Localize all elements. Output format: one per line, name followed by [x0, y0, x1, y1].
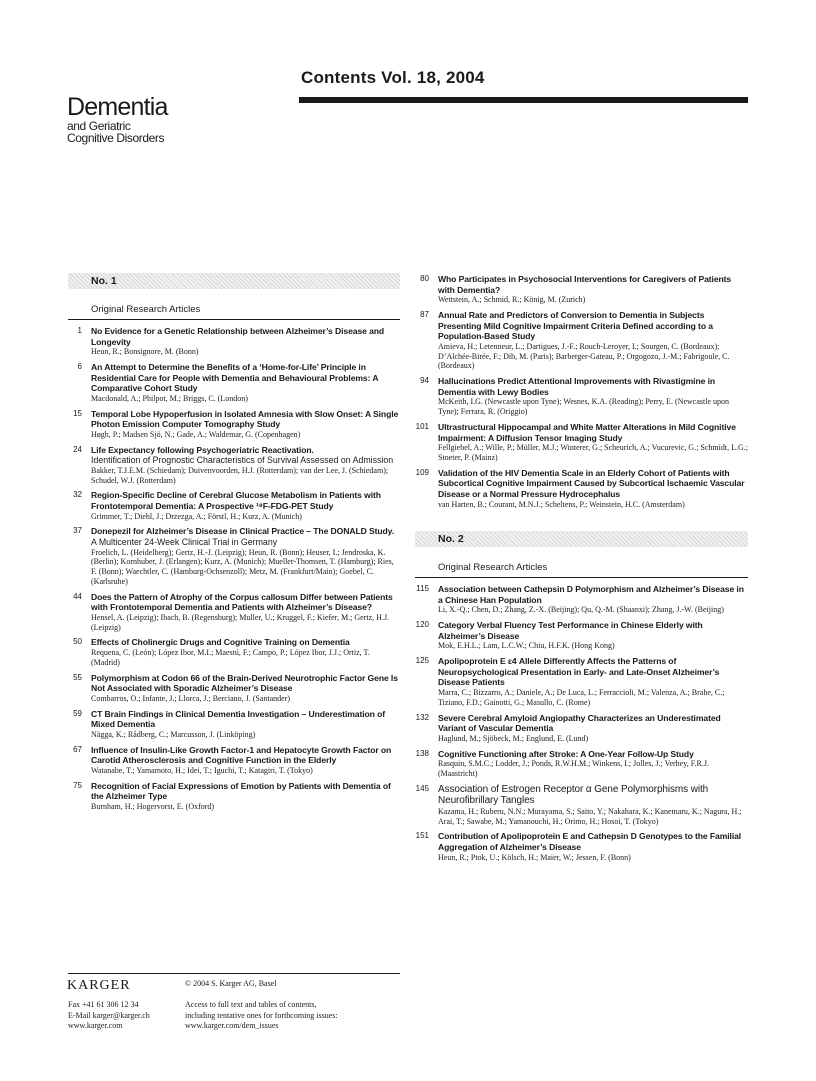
article-title[interactable]: Influence of Insulin-Like Growth Factor-1 and Hepatocyte Growth Factor on Carotid Atherosclerosis and Cognitive Function in the Elderly: [91, 744, 392, 766]
article-entry[interactable]: [68, 781, 400, 812]
website-link[interactable]: www.karger.com: [68, 1021, 123, 1030]
access-info-line-1: Access to full text and tables of contents,: [185, 1000, 317, 1009]
article-entry[interactable]: [68, 445, 400, 486]
article-entry[interactable]: [415, 713, 748, 744]
article-page-number: 80: [420, 274, 429, 283]
left-column: [68, 273, 400, 817]
issue-2-header: No. 2: [415, 531, 748, 547]
article-authors: Fellgiebel, A.; Wille, P.; Müller, M.J.; Winterer, G.; Scheurich, A.; Vucurevic, G.; Schmidt, L.G.; Stoeter, P. (Mainz): [438, 443, 748, 462]
journal-logo-title: Dementia: [67, 93, 168, 121]
article-page-number: 59: [73, 708, 82, 718]
article-entry[interactable]: [68, 362, 400, 404]
article-authors: Heun, R.; Bonsignore, M. (Bonn): [91, 347, 199, 357]
article-entry[interactable]: [415, 274, 748, 305]
article-title[interactable]: Ultrastructural Hippocampal and White Matter Alterations in Mild Cognitive Impairment: A Diffusion Tensor Imaging Study: [438, 421, 736, 443]
article-authors: Nägga, K.; Rådberg, C.; Marcusson, J. (Linköping): [91, 729, 256, 739]
article-entry[interactable]: [415, 656, 748, 707]
article-page-number: 87: [420, 309, 429, 319]
article-title[interactable]: Association between Cathepsin D Polymorphism and Alzheimer’s Disease in a Chinese Han Population: [438, 584, 744, 605]
right-column: [415, 274, 748, 867]
article-entry[interactable]: [68, 709, 400, 740]
article-title[interactable]: Severe Cerebral Amyloid Angiopathy Characterizes an Underestimated Variant of Vascular Dementia: [438, 712, 721, 734]
article-authors: Heun, R.; Ptok, U.; Kölsch, H.; Maier, W.; Jessen, F. (Bonn): [438, 852, 631, 862]
article-page-number: 6: [77, 361, 82, 371]
email-address[interactable]: E-Mail karger@karger.ch: [68, 1010, 150, 1020]
article-entry[interactable]: [415, 376, 748, 417]
article-subtitle: A Multicenter 24-Week Clinical Trial in Germany: [91, 536, 278, 547]
article-page-number: 24: [73, 444, 82, 454]
article-authors: Macdonald, A.; Philpot, M.; Briggs, C. (London): [91, 393, 248, 403]
article-entry[interactable]: [415, 784, 748, 827]
article-entry[interactable]: [415, 831, 748, 862]
article-page-number: 1: [77, 326, 82, 335]
article-entry[interactable]: [415, 422, 748, 463]
article-title[interactable]: Effects of Cholinergic Drugs and Cognitive Training on Dementia: [91, 637, 350, 648]
issue-1-section-heading: Original Research Articles: [68, 304, 400, 320]
article-page-number: 15: [73, 408, 82, 418]
article-entry[interactable]: [415, 749, 748, 779]
article-authors: Mok, E.H.L.; Lam, L.C.W.; Chiu, H.F.K. (Hong Kong): [438, 641, 615, 651]
article-entry[interactable]: [415, 584, 748, 615]
article-authors: Grimmer, T.; Diehl, J.; Drzezga, A.; Förstl, H.; Kurz, A. (Munich): [91, 511, 302, 521]
article-title[interactable]: Annual Rate and Predictors of Conversion to Dementia in Subjects Presenting Mild Cognitive Impairment Criteria Defined according to a Population-Based Study: [438, 309, 713, 342]
article-entry[interactable]: [68, 409, 400, 440]
article-title[interactable]: Hallucinations Predict Attentional Improvements with Rivastigmine in Dementia with Lewy Bodies: [438, 376, 715, 397]
issue-1-header: No. 1: [68, 273, 400, 289]
article-title[interactable]: Polymorphism at Codon 66 of the Brain-Derived Neurotrophic Factor Gene Is Not Associated with Sporadic Alzheimer’s Disease: [91, 672, 398, 694]
article-title[interactable]: Contribution of Apolipoprotein E and Cathepsin D Genotypes to the Familial Aggregation of Alzheimer’s Disease: [438, 831, 742, 852]
article-title[interactable]: Life Expectancy following Psychogeriatric Reactivation.: [91, 444, 314, 455]
publisher-contact: [68, 1000, 150, 1032]
article-authors: Wettstein, A.; Schmid, R.; König, M. (Zurich): [438, 295, 586, 305]
article-page-number: 75: [73, 780, 82, 790]
article-authors: Haglund, M.; Sjöbeck, M.; Englund, E. (Lund): [438, 733, 589, 743]
footer-rule: [68, 973, 400, 974]
article-title[interactable]: Does the Pattern of Atrophy of the Corpus callosum Differ between Patients with Frontotemporal Dementia and Patients with Alzheimer’s Disease?: [91, 591, 393, 613]
article-page-number: 109: [415, 467, 429, 477]
article-entry[interactable]: [415, 620, 748, 651]
article-authors: Froelich, L. (Heidelberg); Gertz, H.-J. (Leipzig); Heun, R. (Bonn); Heuser, I.; Jendroska, K. (Berlin); Kornhuber, J. (Erlangen); Kurz, A. (Munich); Mueller-Thomsen, T. (Hamburg); Ries, F. (Bonn); Waechtler, C. (Hamburg-Ochsenzoll); Metz, M. (Frankfurt/Main); Goebel, C. (Karlsruhe): [91, 547, 394, 586]
article-title[interactable]: Association of Estrogen Receptor α Gene Polymorphisms with Neurofibrillary Tangles: [438, 783, 709, 807]
article-page-number: 132: [415, 712, 429, 722]
article-page-number: 115: [416, 584, 429, 594]
copyright-notice: © 2004 S. Karger AG, Basel: [185, 979, 277, 988]
article-authors: Marra, C.; Bizzarro, A.; Daniele, A.; De Luca, L.; Ferraccioli, M.; Valenza, A.; Brahe, C.; Tiziano, F.D.; Gainotti, G.; Masullo, C. (Rome): [438, 688, 725, 707]
article-page-number: 67: [73, 744, 82, 754]
article-page-number: 125: [415, 656, 429, 666]
access-info-link[interactable]: www.karger.com/dem_issues: [185, 1021, 279, 1030]
title-rule: [299, 97, 748, 103]
article-entry[interactable]: [68, 673, 400, 704]
article-authors: Hensel, A. (Leipzig); Ibach, B. (Regensburg); Muller, U.; Kruggel, F.; Kiefer, M.; Gertz, H.J. (Leipzig): [91, 612, 390, 632]
issue-2-article-list: [415, 584, 748, 862]
contents-title: Contents Vol. 18, 2004: [301, 68, 485, 87]
article-title[interactable]: Temporal Lobe Hypoperfusion in Isolated Amnesia with Slow Onset: A Single Photon Emission Computer Tomography Study: [91, 408, 399, 430]
article-page-number: 44: [73, 591, 82, 601]
article-page-number: 151: [415, 831, 429, 841]
article-title[interactable]: CT Brain Findings in Clinical Dementia Investigation – Underestimation of Mixed Dementia: [91, 708, 385, 730]
article-entry[interactable]: [68, 526, 400, 586]
article-page-number: 37: [73, 526, 82, 536]
article-page-number: 138: [415, 748, 429, 758]
article-authors: van Harten, B.; Courant, M.N.J.; Scheltens, P.; Weinstein, H.C. (Amsterdam): [438, 499, 685, 509]
article-entry[interactable]: [68, 326, 400, 357]
article-authors: Requena, C. (León); López Ibor, M.I.; Maestú, F.; Campo, P.; López Ibor, J.J.; Ortiz, T. (Madrid): [91, 648, 370, 667]
article-authors: Li, X.-Q.; Chen, D.; Zhang, Z.-X. (Beijing); Qu, Q.-M. (Shaanxi); Zhang, J.-W. (Beijing): [438, 605, 724, 615]
article-page-number: 120: [415, 620, 429, 630]
article-title[interactable]: Who Participates in Psychosocial Interventions for Caregivers of Patients with Dementia?: [438, 274, 732, 295]
article-authors: Combarros, O.; Infante, J.; Llorca, J.; Berciano, J. (Santander): [91, 693, 291, 703]
article-title[interactable]: Category Verbal Fluency Test Performance in Chinese Elderly with Alzheimer’s Disease: [438, 620, 703, 641]
article-entry[interactable]: [415, 468, 748, 510]
access-info: [185, 1000, 338, 1032]
article-page-number: 94: [420, 376, 429, 386]
issue-1-article-list: [68, 326, 400, 812]
article-authors: Amieva, H.; Letenneur, L.; Dartigues, J.-F.; Rouch-Leroyer, I.; Sourgen, C. (Bordeaux); D’Alchée-Birée, F.; Dib, M. (Paris); Barberger-Gateau, P.; Orgogozo, J.-M.; Fabrigoule, C. (Bordeaux): [438, 341, 730, 371]
access-info-line-2: including tentative ones for forthcoming issues:: [185, 1010, 338, 1020]
article-title[interactable]: Region-Specific Decline of Cerebral Glucose Metabolism in Patients with Frontotemporal Dementia: A Prospective ¹⁸F-FDG-PET Study: [91, 490, 381, 511]
article-page-number: 50: [73, 637, 82, 647]
article-entry[interactable]: [68, 592, 400, 633]
article-title[interactable]: Validation of the HIV Dementia Scale in an Elderly Cohort of Patients with Subcortical Cognitive Impairment Caused by Subcortical Ischaemic Vascular Disease or a Normal Pressure Hydrocephalus: [438, 467, 745, 499]
article-page-number: 145: [415, 783, 429, 793]
publisher-logo: KARGER: [67, 978, 131, 993]
issue-2-section-heading: Original Research Articles: [415, 562, 748, 578]
issue-1-article-list-continued: [415, 274, 748, 509]
article-title[interactable]: Recognition of Facial Expressions of Emotion by Patients with Dementia of the Alzheimer Type: [91, 780, 391, 802]
journal-logo: [67, 94, 168, 144]
article-entry[interactable]: [68, 637, 400, 667]
fax-number: Fax +41 61 306 12 34: [68, 1000, 139, 1009]
article-authors: Høgh, P.; Madsen Sjö, N.; Gade, A.; Waldemar, G. (Copenhagen): [91, 429, 301, 439]
article-title[interactable]: Donepezil for Alzheimer’s Disease in Clinical Practice – The DONALD Study.: [91, 526, 395, 537]
article-title[interactable]: Cognitive Functioning after Stroke: A One-Year Follow-Up Study: [438, 748, 694, 759]
article-authors: Bakker, T.J.E.M. (Schiedam); Duivenvoorden, H.J. (Rotterdam); van der Lee, J. (Schiedam); Schudel, W.J. (Rotterdam): [91, 465, 389, 485]
article-title[interactable]: No Evidence for a Genetic Relationship between Alzheimer’s Disease and Longevity: [91, 326, 385, 347]
journal-logo-subtitle-2: Cognitive Disorders: [67, 131, 165, 145]
article-authors: Burnham, H.; Hogervorst, E. (Oxford): [91, 801, 215, 811]
article-entry[interactable]: [68, 745, 400, 776]
article-title[interactable]: Apolipoprotein E ε4 Allele Differently Affects the Patterns of Neuropsychological Presentation in Early- and Late-Onset Alzheimer’s Disease Patients: [438, 656, 720, 688]
article-title[interactable]: An Attempt to Determine the Benefits of a ‘Home-for-Life’ Principle in Residential Care for People with Dementia and Behavioural Problems: A Comparative Cohort Study: [91, 361, 379, 394]
article-authors: Watanabe, T.; Yamamoto, H.; Idei, T.; Iguchi, T.; Katagiri, T. (Tokyo): [91, 765, 313, 775]
article-entry[interactable]: [68, 490, 400, 521]
article-page-number: 101: [415, 421, 429, 431]
journal-logo-subtitle-1: and Geriatric: [67, 119, 131, 133]
article-entry[interactable]: [415, 310, 748, 371]
article-authors: Kazama, H.; Ruberu, N.N.; Murayama, S.; Saito, Y.; Nakahara, K.; Kanemaru, K.; Nagura, H.; Arai, T.; Sawabe, M.; Yamanouchi, H.; Orimo, H.; Hosoi, T. (Tokyo): [438, 806, 742, 826]
article-authors: Rasquin, S.M.C.; Lodder, J.; Ponds, R.W.H.M.; Winkens, I.; Jolles, J.; Verhey, F.R.J. (Maastricht): [438, 759, 709, 779]
article-page-number: 55: [73, 672, 82, 682]
article-authors: McKeith, I.G. (Newcastle upon Tyne); Wesnes, K.A. (Reading); Perry, E. (Newcastle upon Tyne); Ferrara, R. (Origgio): [438, 397, 730, 417]
article-page-number: 32: [73, 490, 82, 500]
article-subtitle: Identification of Prognostic Characteristics of Survival Assessed on Admission: [91, 455, 394, 466]
